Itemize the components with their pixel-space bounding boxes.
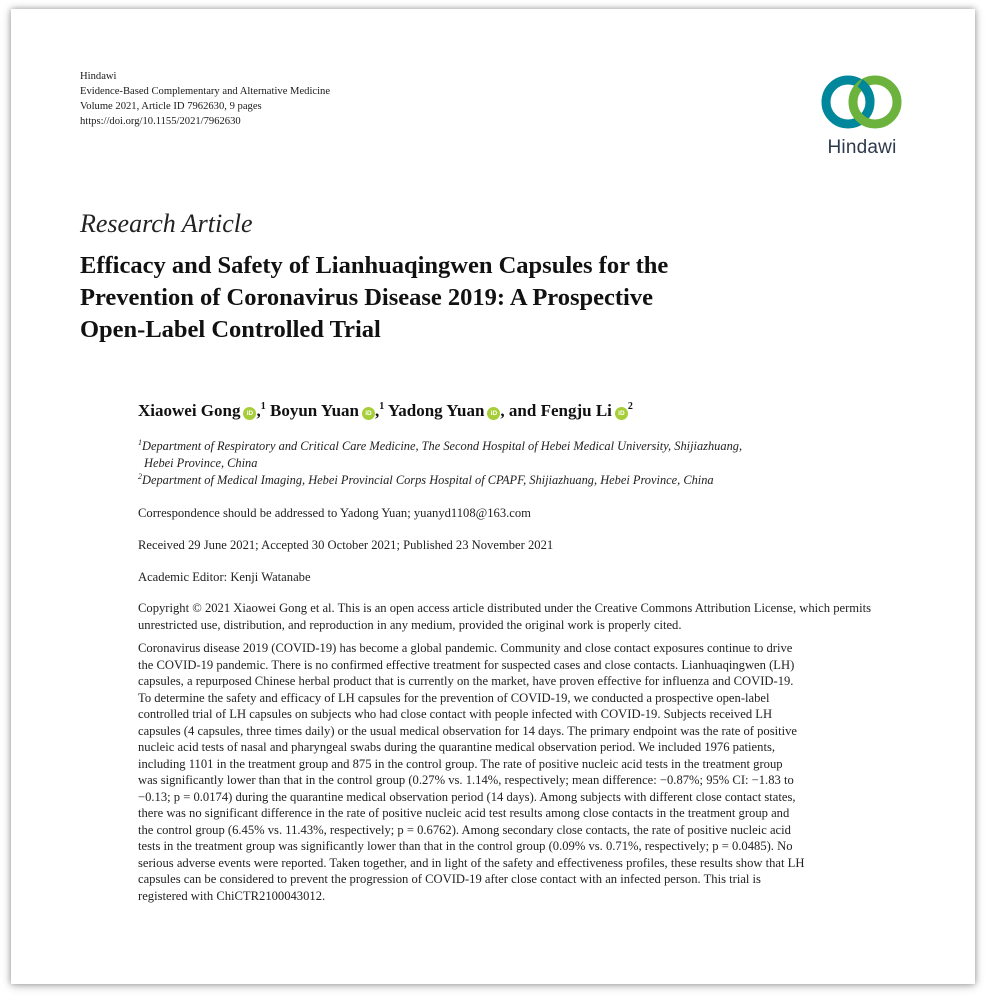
abstract-line: To determine the safety and efficacy of LH capsules for the prevention of COVID-19, we conducted a prospective open-label bbox=[138, 690, 770, 705]
abstract-line: capsules (4 capsules, three times daily) or the usual medical observation for 14 days. The primary endpoint was the rate of positive bbox=[138, 723, 798, 738]
title-line: Efficacy and Safety of Lianhuaqingwen Capsules for the bbox=[80, 252, 669, 279]
hindawi-rings-icon bbox=[815, 69, 911, 135]
abstract-line: capsules can be considered to prevent the progression of COVID-19 after close contact with an infected person. This trial is bbox=[138, 872, 761, 886]
abstract bbox=[138, 640, 908, 904]
affiliation-text: Department of Respiratory and Critical Care Medicine, The Second Hospital of Hebei Medical University, Shijiazhuang, bbox=[142, 439, 743, 453]
abstract-line: registered with ChiCTR2100043012. bbox=[138, 888, 326, 903]
abstract-line: there was no significant difference in the rate of positive nucleic acid test results among close contacts in the treatment group and bbox=[138, 806, 790, 820]
title-line: Prevention of Coronavirus Disease 2019: A Prospective bbox=[80, 284, 653, 311]
abstract-line: including 1101 in the treatment group and 875 in the control group. The rate of positive nucleic acid tests in the treatment group bbox=[138, 756, 783, 771]
abstract-line: the control group (6.45% vs. 11.43%, respectively; p = 0.6762). Among secondary close contacts, the rate of positive nucleic acid bbox=[138, 822, 791, 837]
affiliation-text: Hebei Province, China bbox=[144, 456, 258, 470]
affiliation-1 bbox=[138, 438, 898, 472]
author-separator: , and bbox=[500, 401, 537, 420]
journal-name: Evidence-Based Complementary and Alternative Medicine bbox=[80, 86, 331, 97]
author-name: Xiaowei Gong bbox=[138, 401, 241, 420]
title-line: Open-Label Controlled Trial bbox=[80, 316, 381, 343]
publisher-name: Hindawi bbox=[80, 71, 117, 82]
author-list bbox=[138, 401, 633, 421]
abstract-line: capsules, a repurposed Chinese herbal product that is currently on the market, have proven effective for influenza and COVID-19. bbox=[138, 674, 794, 688]
orcid-icon[interactable]: iD bbox=[362, 407, 375, 420]
affiliation-marker: 1 bbox=[379, 401, 385, 412]
hindawi-logo bbox=[815, 69, 911, 165]
affiliation-marker: 1 bbox=[260, 401, 266, 412]
author-name: Fengju Li bbox=[540, 401, 612, 420]
journal-info bbox=[80, 69, 330, 129]
abstract-line: serious adverse events were reported. Taken together, and in light of the safety and effectiveness profiles, these results show that LH bbox=[138, 855, 805, 870]
affiliation-marker: 2 bbox=[627, 401, 633, 412]
affiliation-2 bbox=[138, 472, 898, 489]
abstract-line: nucleic acid tests of nasal and pharyngeal swabs during the quarantine medical observation period. We included 1976 patients, bbox=[138, 740, 775, 754]
author-name: Yadong Yuan bbox=[387, 401, 485, 420]
hindawi-wordmark: Hindawi bbox=[827, 137, 897, 158]
publication-dates: Received 29 June 2021; Accepted 30 October 2021; Published 23 November 2021 bbox=[138, 538, 554, 552]
doi-link[interactable]: https://doi.org/10.1155/2021/7962630 bbox=[80, 116, 241, 127]
orcid-icon[interactable]: iD bbox=[487, 407, 500, 420]
abstract-line: tests in the treatment group was significantly lower than that in the control group (0.09% vs. 0.71%, respectively; p = 0.0485). No bbox=[138, 839, 793, 853]
correspondence: Correspondence should be addressed to Yadong Yuan; yuanyd1108@163.com bbox=[138, 506, 531, 520]
affiliation-number: 2 bbox=[138, 472, 142, 481]
author-separator: , bbox=[256, 401, 261, 420]
affiliation-text: Department of Medical Imaging, Hebei Provincial Corps Hospital of CPAPF, Shijiazhuang, Hebei Province, China bbox=[142, 473, 714, 487]
abstract-line: −0.13; p = 0.0174) during the quarantine medical observation period (14 days). Among subjects with different close contact states, bbox=[138, 789, 796, 804]
affiliation-number: 1 bbox=[138, 438, 142, 447]
abstract-line: the COVID-19 pandemic. There is no confirmed effective treatment for suspected cases and close contacts. Lianhuaqingwen (LH) bbox=[138, 657, 795, 672]
article-type: Research Article bbox=[80, 209, 253, 238]
paper-page bbox=[11, 9, 975, 984]
copyright-notice: Copyright © 2021 Xiaowei Gong et al. This is an open access article distributed under the Creative Commons Attribution License, which permits unrestricted use, distribution, and reproduction in any medium, provided the original work is properly cited. bbox=[138, 601, 871, 632]
orcid-icon[interactable]: iD bbox=[243, 407, 256, 420]
orcid-icon[interactable]: iD bbox=[615, 407, 628, 420]
abstract-line: controlled trial of LH capsules on subjects who had close contact with people infected with COVID-19. Subjects received LH bbox=[138, 707, 773, 721]
abstract-line: Coronavirus disease 2019 (COVID-19) has become a global pandemic. Community and close contact exposures continue to drive bbox=[138, 641, 793, 655]
author-name: Boyun Yuan bbox=[269, 401, 359, 420]
abstract-line: was significantly lower than that in the control group (0.27% vs. 1.14%, respectively; mean difference: −0.87%; 95% CI: −1.83 to bbox=[138, 773, 794, 787]
author-separator: , bbox=[374, 401, 380, 420]
academic-editor: Academic Editor: Kenji Watanabe bbox=[138, 570, 311, 584]
article-title bbox=[80, 250, 840, 346]
volume-info: Volume 2021, Article ID 7962630, 9 pages bbox=[80, 101, 262, 112]
